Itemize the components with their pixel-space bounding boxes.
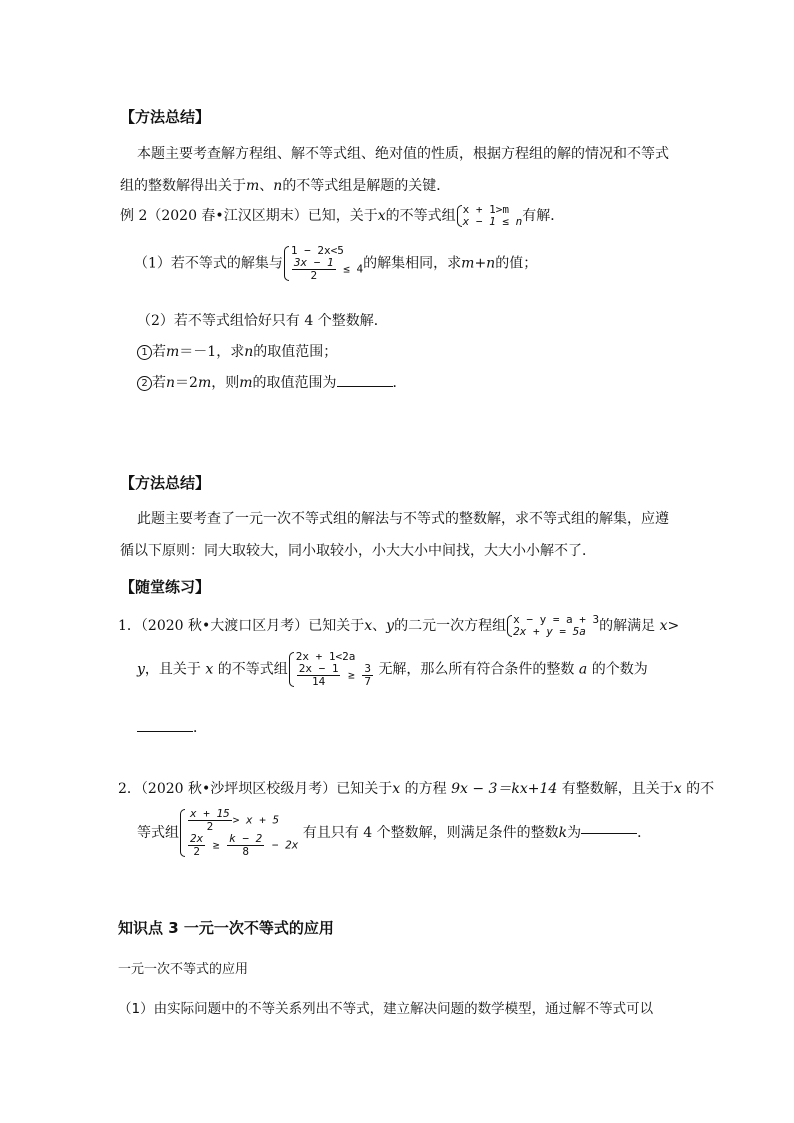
text-segment: 的不等式组 [217, 661, 288, 678]
answer-blank[interactable] [137, 731, 193, 732]
text-segment: ＝－1，求 [179, 344, 245, 360]
text-segment: 组的整数解得出关于 [120, 178, 246, 194]
text-segment: ． [193, 720, 207, 736]
fraction-denominator: 2 [193, 845, 200, 858]
method-summary-text-line-2 [120, 179, 450, 193]
condition-x-gt: x> [659, 618, 680, 634]
fraction-denominator: 7 [364, 675, 371, 688]
fraction-numerator: 2x − 1 [298, 662, 339, 675]
method-summary-2-line-1: 此题主要考查了一元一次不等式组的解法与不等式的整数解，求不等式组的解集，应遵 [137, 511, 669, 527]
text-segment: 1．（2020 秋•大渡口区月考）已知关于 [118, 618, 365, 634]
practice-question-2-line-2 [137, 808, 651, 858]
fraction [292, 257, 336, 282]
text-segment: 的个数为 [591, 661, 648, 678]
text-segment: 等式组 [137, 825, 179, 841]
text-segment: 有解． [522, 208, 565, 224]
text-segment: 若 [152, 344, 166, 360]
text-segment: ，且关于 [144, 661, 201, 678]
text-segment: 的二元一次方程组 [394, 618, 507, 634]
fraction-numerator: x + 15 [190, 807, 230, 820]
text-segment: 、 [372, 618, 387, 634]
var-a: a [578, 661, 588, 678]
text-segment: ，则 [211, 375, 240, 391]
var-m: m [197, 375, 212, 391]
system-row [291, 257, 363, 282]
method-summary-text-line-1: 本题主要考查解方程组、解不等式组、绝对值的性质，根据方程组的解的情况和不等式 [137, 146, 669, 162]
inequality-system [288, 651, 374, 688]
fraction [362, 663, 373, 688]
text-segment: （1）若不等式的解集与 [134, 255, 283, 272]
text-segment: 2．（2020 秋•沙坪坝区校级月考）已知关于 [118, 781, 393, 797]
example-2-case-1 [137, 345, 337, 360]
equation-system [506, 614, 599, 638]
text-segment: 的取值范围； [253, 344, 338, 360]
fraction-denominator: 2 [206, 820, 214, 833]
practice-question-1-line-1 [118, 614, 679, 638]
text-segment: 的方程 [404, 781, 447, 797]
var-m: m [246, 178, 260, 194]
text-segment: ． [392, 375, 407, 391]
fraction-numerator: k − 2 [229, 832, 263, 845]
fraction [297, 663, 341, 688]
circled-number: 1 [137, 345, 152, 360]
answer-blank[interactable] [337, 386, 393, 387]
text-segment: 例 2（2020 春•江汉区期末）已知，关于 [120, 208, 378, 224]
equation: 9x − 3＝kx+14 [451, 781, 558, 797]
method-summary-heading-2: 【方法总结】 [120, 474, 211, 492]
text-segment: 无解，那么所有符合条件的整数 [378, 661, 575, 678]
fraction-denominator: 14 [311, 675, 326, 688]
text-segment: 有且只有 4 个整数解，则满足条件的整数 [302, 825, 559, 841]
text-segment: ≥ [212, 838, 220, 852]
system-row [296, 663, 374, 688]
method-summary-2-line-2: 循以下原则：同大取较大，同小取较小，小大大小中间找，大大小小解不了． [120, 543, 596, 559]
example-2-question-1 [134, 245, 537, 282]
var-y: y [386, 618, 395, 634]
var-m: m [166, 344, 180, 360]
text-segment: 的不等式组是解题的关键． [282, 178, 451, 194]
expr-m-plus-n: m+n [461, 255, 496, 272]
fraction-numerator: 3 [364, 662, 371, 675]
system-row: 1 − 2x<5 [290, 244, 344, 257]
knowledge-point-3-heading: 知识点 3 一元一次不等式的应用 [118, 919, 334, 937]
var-y: y [137, 661, 145, 678]
system-rhs: − 2x [271, 838, 299, 852]
text-segment: 的不等式组 [385, 208, 456, 224]
var-n: n [244, 344, 254, 360]
inequality-system [179, 808, 298, 858]
answer-blank[interactable] [581, 833, 637, 834]
example-2-case-2 [137, 376, 407, 391]
text-segment: ≥ [348, 668, 355, 682]
var-x: x [392, 781, 401, 797]
knowledge-point-3-subtitle: 一元一次不等式的应用 [118, 962, 249, 977]
fraction-denominator: 8 [242, 845, 249, 858]
practice-question-2-line-1 [118, 782, 714, 796]
system-row: 2x + y = 5a [513, 625, 586, 638]
example-2-statement [120, 204, 564, 228]
text-segment: ＝2 [175, 375, 198, 391]
inequality-system [283, 245, 363, 282]
text-segment: 的不 [686, 781, 715, 797]
system-row [187, 808, 298, 833]
var-m: m [239, 375, 253, 391]
system-row: x − 1 ≤ n [462, 215, 523, 228]
practice-question-1-line-2 [137, 651, 648, 688]
system-row: x + 1>m [462, 203, 509, 216]
knowledge-point-3-text-line-1: （1）由实际问题中的不等关系列出不等式，建立解决问题的数学模型，通过解不等式可以 [118, 1001, 654, 1017]
text-segment: 若 [152, 375, 166, 391]
fraction [188, 833, 205, 858]
example-2-question-2: （2）若不等式组恰好只有 4 个整数解． [137, 313, 388, 329]
fraction [227, 833, 264, 858]
text-segment: ． [637, 825, 652, 841]
var-n: n [273, 178, 283, 194]
fraction-denominator: 2 [310, 269, 318, 282]
var-x: x [377, 208, 386, 224]
text-segment: 的值； [495, 255, 538, 272]
text-segment: 为 [567, 825, 582, 841]
var-x: x [205, 661, 214, 678]
inequality-system [456, 204, 523, 228]
system-row [187, 833, 298, 858]
practice-heading: 【随堂练习】 [120, 578, 211, 596]
system-rhs: > x + 5 [232, 813, 280, 827]
circled-number: 2 [137, 376, 152, 391]
fraction-numerator: 3x − 1 [293, 256, 334, 269]
text-segment: 、 [259, 178, 274, 194]
var-x: x [364, 618, 373, 634]
text-segment: 的解集相同，求 [363, 255, 462, 272]
text-segment: 的取值范围为 [252, 375, 337, 391]
text-segment: 有整数解，且关于 [561, 781, 674, 797]
fraction [188, 808, 232, 833]
system-rhs: ≤ 4 [343, 262, 364, 276]
method-summary-heading-1: 【方法总结】 [120, 108, 211, 126]
var-x: x [673, 781, 682, 797]
var-k: k [558, 825, 568, 841]
fraction-numerator: 2x [190, 832, 204, 845]
system-row: x − y = a + 3 [513, 613, 600, 626]
var-n: n [166, 375, 176, 391]
system-row: 2x + 1<2a [295, 650, 356, 663]
text-segment: 的解满足 [599, 618, 656, 634]
practice-question-1-line-3 [137, 721, 207, 735]
